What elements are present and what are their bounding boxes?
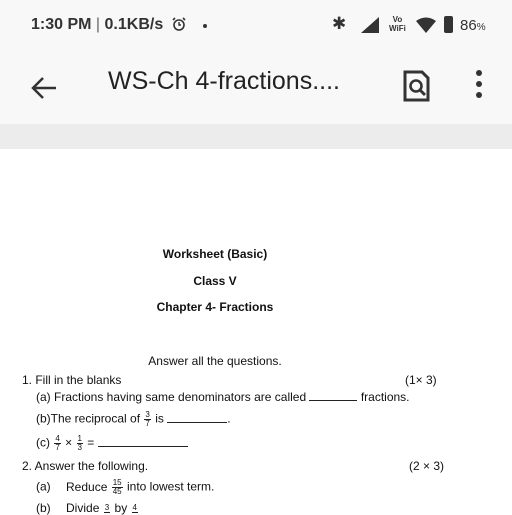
document-search-icon[interactable]	[398, 68, 434, 104]
fraction-1c-first-numerator: 4	[55, 434, 60, 443]
status-separator: |	[95, 16, 101, 33]
question-2b-mid: by	[114, 501, 128, 515]
fraction-2a-denominator: 45	[112, 487, 122, 496]
vowifi-bottom-label: WiFi	[389, 24, 406, 33]
fraction-1c-second-numerator: 1	[77, 434, 82, 443]
question-2a-text: Reduce	[66, 479, 108, 494]
battery-number: 86	[460, 17, 477, 34]
back-arrow-icon[interactable]	[28, 72, 60, 104]
fraction-2b-numerator: 3	[104, 503, 110, 513]
fraction-1b-numerator: 3	[145, 410, 150, 419]
fraction-2a-numerator: 15	[112, 478, 122, 487]
fraction-1b	[144, 411, 150, 428]
worksheet-heading: Worksheet (Basic)	[162, 247, 268, 261]
page-gap	[0, 125, 512, 149]
question-1b-period: .	[227, 411, 231, 426]
fraction-1c-first	[54, 435, 60, 452]
fraction-1b-denominator: 7	[145, 419, 150, 428]
question-2b-prefix: (b)	[36, 501, 51, 515]
bluetooth-icon: ✱	[332, 14, 347, 33]
notification-dot-icon	[203, 24, 207, 28]
question-1c-prefix: (c)	[36, 435, 50, 450]
question-2-marks: (2 × 3)	[409, 459, 445, 473]
wifi-icon	[416, 17, 436, 33]
question-1-marks: (1× 3)	[405, 373, 437, 387]
fraction-2b-second-numerator: 4	[132, 503, 137, 513]
question-1c	[36, 435, 188, 452]
vowifi-icon	[389, 15, 406, 33]
question-1a-text: (a) Fractions having same denominators are called	[36, 390, 307, 404]
fraction-1c-first-denominator: 7	[55, 443, 60, 452]
question-1b-after: is	[155, 411, 164, 426]
app-bar	[0, 52, 512, 125]
signal-icon	[361, 17, 379, 33]
alarm-icon	[172, 17, 186, 31]
question-1a	[36, 390, 410, 404]
answer-blank-1c[interactable]	[98, 446, 188, 447]
answer-blank-1a[interactable]	[309, 400, 357, 401]
question-2a-prefix: (a)	[36, 479, 51, 494]
fraction-2a	[112, 479, 123, 496]
more-vert-icon[interactable]	[474, 70, 484, 104]
battery-percent	[460, 17, 486, 34]
instruction-text: Answer all the questions.	[148, 354, 282, 368]
status-bar	[0, 0, 512, 52]
question-2-label: 2. Answer the following.	[22, 459, 149, 473]
question-1a-after: fractions.	[360, 390, 410, 404]
question-1b	[36, 411, 231, 428]
question-2b-text: Divide	[66, 501, 100, 515]
class-label: Class V	[193, 274, 237, 288]
battery-unit: %	[476, 22, 486, 33]
question-2a	[36, 479, 214, 496]
fraction-1c-second-denominator: 3	[77, 443, 82, 452]
status-time: 1:30 PM	[31, 16, 92, 33]
question-1-label: 1. Fill in the blanks	[22, 373, 122, 387]
network-speed: 0.1KB/s	[104, 16, 164, 33]
vowifi-top-label: Vo	[392, 15, 403, 24]
equals-sign: =	[87, 435, 95, 450]
status-time-speed	[31, 16, 163, 34]
chapter-label: Chapter 4- Fractions	[156, 300, 274, 314]
answer-blank-1b[interactable]	[167, 422, 227, 423]
question-1b-text: (b)The reciprocal of	[36, 411, 141, 426]
question-2b	[36, 501, 139, 515]
document-page[interactable]	[0, 149, 512, 515]
fraction-1c-second	[77, 435, 83, 452]
battery-icon	[444, 16, 453, 33]
question-2a-after: into lowest term.	[126, 479, 215, 494]
times-sign: ×	[65, 435, 73, 450]
document-title: WS-Ch 4-fractions....	[108, 67, 340, 95]
